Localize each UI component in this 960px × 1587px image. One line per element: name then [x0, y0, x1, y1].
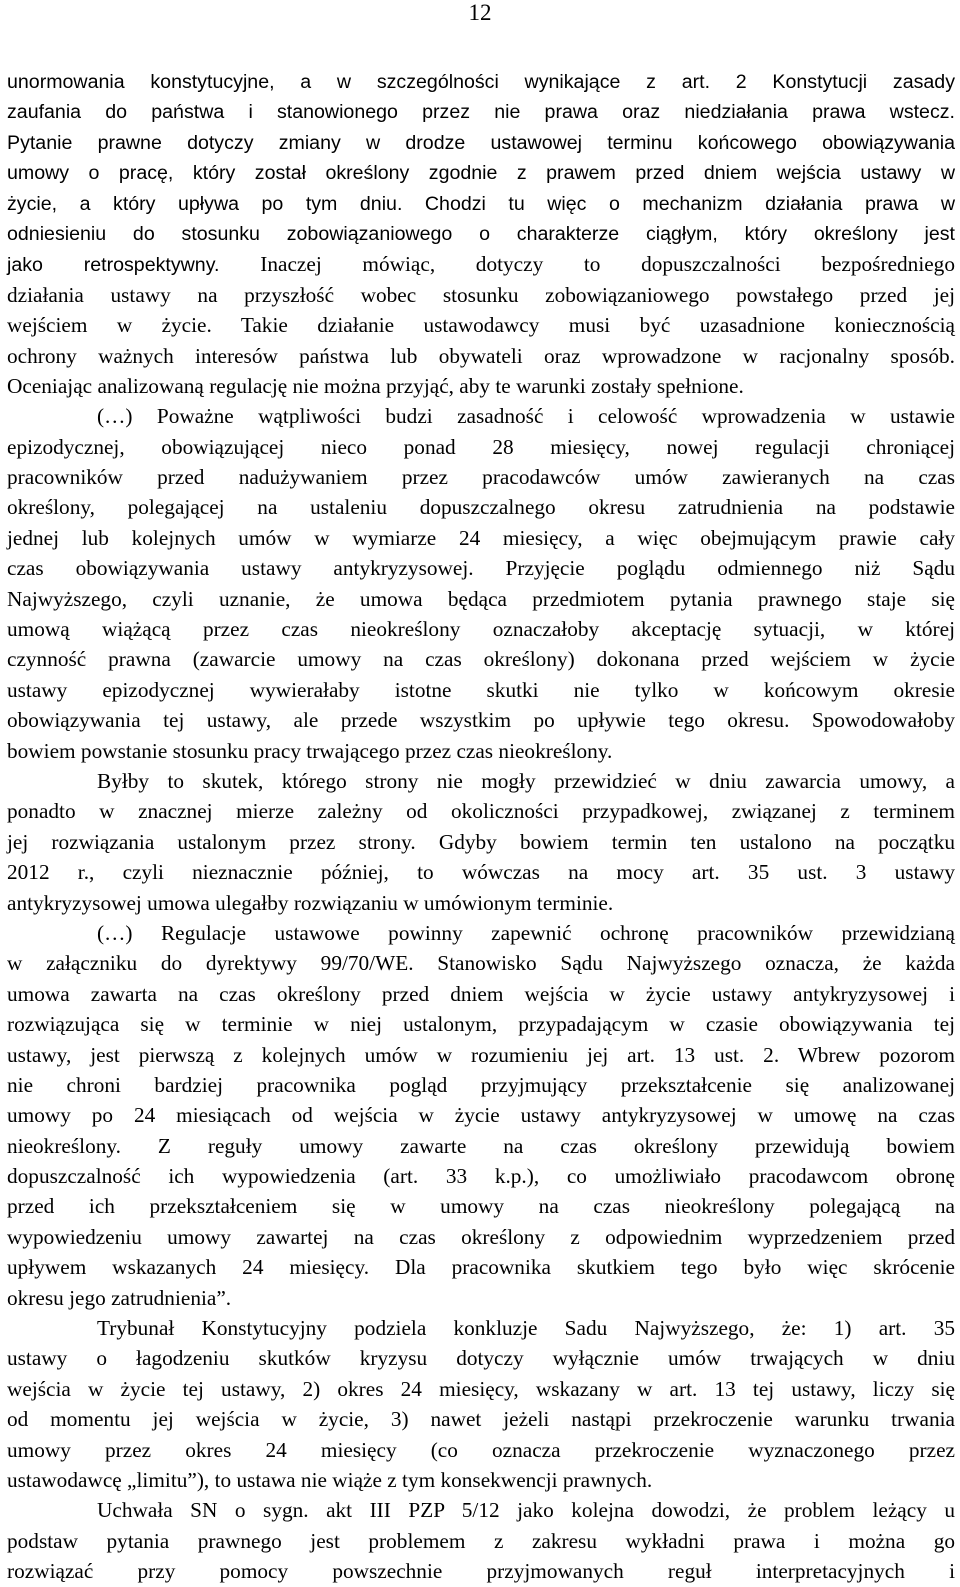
text-line: Oceniając analizowaną regulację nie można przyjąć, aby te warunki zostały spełnione.	[7, 373, 744, 398]
text-line: Pytanie prawne dotyczy zmiany w drodze ustawowej terminu końcowego obowiązywania	[7, 131, 955, 154]
text-line: odniesieniu do stosunku zobowiązaniowego o charakterze ciągłym, który określony jest	[7, 222, 955, 245]
text-line: Najwyższego, czyli uznanie, że umowa będąca przedmiotem pytania prawnego staje się	[7, 586, 955, 611]
text-line: Byłby to skutek, którego strony nie mogły przewidzieć w dniu zawarcia umowy, a	[97, 768, 955, 793]
text-line: czynność prawna (zawarcie umowy na czas określony) dokonana przed wejściem w życie	[7, 647, 955, 672]
text-line: upływem wskazanych 24 miesięcy. Dla pracownika skutkiem tego było więc skrócenie	[7, 1255, 955, 1280]
text-line: (…) Regulacje ustawowe powinny zapewnić ochronę pracowników przewidzianą	[97, 920, 955, 945]
text-line: działania ustawy na przyszłość wobec stosunku zobowiązaniowego powstałego przed jej	[7, 282, 955, 307]
text-line: dopuszczalność ich wypowiedzenia (art. 33 k.p.), co umożliwiało pracodawcom obronę	[7, 1164, 955, 1189]
text-line: rozwiązać przy pomocy powszechnie przyjmowanych reguł interpretacyjnych i	[7, 1559, 955, 1584]
text-line: ustawy, jest pierwszą z kolejnych umów w rozumieniu jej art. 13 ust. 2. Wbrew pozorom	[7, 1042, 955, 1067]
text-line: czas obowiązywania ustawy antykryzysowej. Przyjęcie poglądu odmiennego niż Sądu	[7, 556, 955, 581]
text-line: nieokreślony. Z reguły umowy zawarte na czas określony przewidują bowiem	[7, 1133, 955, 1158]
text-line: bowiem powstanie stosunku pracy trwającego przez czas nieokreślony.	[7, 738, 613, 763]
text-fragment: Inaczej mówiąc, dotyczy to dopuszczalności bezpośredniego	[260, 252, 955, 277]
text-line: 2012 r., czyli nieznacznie później, to wówczas na mocy art. 35 ust. 3 ustawy	[7, 860, 955, 885]
text-line: wejścia w życie tej ustawy, 2) okres 24 miesięcy, wskazany w art. 13 tej ustawy, liczy się	[7, 1376, 955, 1401]
text-fragment: jako retrospektywny.	[7, 254, 261, 277]
text-line: podstaw pytania prawnego jest problemem z zakresu wykładni prawa i można go	[7, 1528, 955, 1553]
text-line: okresu jego zatrudnienia”.	[7, 1285, 232, 1310]
text-line: umowa zawarta na czas określony przed dniem wejścia w życie ustawy antykryzysowej i	[7, 981, 955, 1006]
text-line: (…) Poważne wątpliwości budzi zasadność i celowość wprowadzenia w ustawie	[97, 404, 955, 429]
text-line: w załączniku do dyrektywy 99/70/WE. Stanowisko Sądu Najwyższego oznacza, że każda	[7, 951, 955, 976]
page-number: 12	[468, 0, 492, 25]
text-line: obowiązywania tej ustawy, ale przede wszystkim po upływie tego okresu. Spowodowałoby	[7, 708, 955, 733]
document-body	[7, 67, 955, 1587]
text-line	[7, 249, 955, 279]
text-line: jednej lub kolejnych umów w wymiarze 24 miesięcy, a więc obejmującym prawie cały	[7, 525, 955, 550]
text-line: ustawodawcę „limitu”), to ustawa nie wiąże z tym konsekwencji prawnych.	[7, 1467, 653, 1492]
text-line: jej rozwiązania ustalonym przez strony. Gdyby bowiem termin ten ustalono na początku	[7, 829, 955, 854]
text-line: ustawy epizodycznej wywierałaby istotne skutki nie tylko w końcowym okresie	[7, 677, 955, 702]
text-line: od momentu jej wejścia w życie, 3) nawet jeżeli nastąpi przekroczenie warunku trwania	[7, 1407, 955, 1432]
text-line: zaufania do państwa i stanowionego przez nie prawa oraz niedziałania prawa wstecz.	[7, 101, 955, 124]
text-line: umowy po 24 miesiącach od wejścia w życie ustawy antykryzysowej w umowę na czas	[7, 1103, 955, 1128]
text-line: przed ich przekształceniem się w umowy na czas nieokreślony polegającą na	[7, 1194, 955, 1219]
text-line: rozwiązująca się w terminie w niej ustalonym, przypadającym w czasie obowiązywania tej	[7, 1012, 955, 1037]
text-line: umowy przez okres 24 miesięcy (co oznacza przekroczenie wyznaczonego przez	[7, 1437, 955, 1462]
text-line: ponadto w znacznej mierze zależny od okoliczności przypadkowej, związanej z terminem	[7, 799, 955, 824]
text-line: pracowników przed nadużywaniem przez pracodawców umów zawieranych na czas	[7, 465, 955, 490]
text-line: antykryzysowej umowa ulegałby rozwiązaniu w umówionym terminie.	[7, 890, 614, 915]
text-line: ochrony ważnych interesów państwa lub obywateli oraz wprowadzone w racjonalny sposób.	[7, 343, 955, 368]
text-line: umową wiążącą przez czas nieokreślony oznaczałoby akceptację sytuacji, w której	[7, 617, 955, 642]
text-line: ustawy o łagodzeniu skutków kryzysu dotyczy wyłącznie umów trwających w dniu	[7, 1346, 955, 1371]
text-line: epizodycznej, obowiązującej nieco ponad 28 miesięcy, nowej regulacji chroniącej	[7, 434, 955, 459]
text-line: wypowiedzeniu umowy zawartej na czas określony z odpowiednim wyprzedzeniem przed	[7, 1224, 955, 1249]
text-line: unormowania konstytucyjne, a w szczególności wynikające z art. 2 Konstytucji zasady	[7, 71, 955, 93]
text-line: nie chroni bardziej pracownika pogląd przyjmujący przekształcenie się analizowanej	[7, 1072, 955, 1097]
text-line: umowy o pracę, który został określony zgodnie z prawem przed dniem wejścia ustawy w	[7, 162, 955, 185]
text-line: Uchwała SN o sygn. akt III PZP 5/12 jako kolejna dowodzi, że problem leżący u	[97, 1498, 955, 1523]
text-line: wejściem w życie. Takie działanie ustawodawcy musi być uzasadnione koniecznością	[7, 313, 955, 338]
text-line: Trybunał Konstytucyjny podziela konkluzje Sadu Najwyższego, że: 1) art. 35	[97, 1316, 955, 1341]
text-line: życie, a który upływa po tym dniu. Chodzi tu więc o mechanizm działania prawa w	[7, 192, 955, 215]
text-line: określony, polegającej na ustaleniu dopuszczalnego okresu zatrudnienia na podstawie	[7, 495, 955, 520]
